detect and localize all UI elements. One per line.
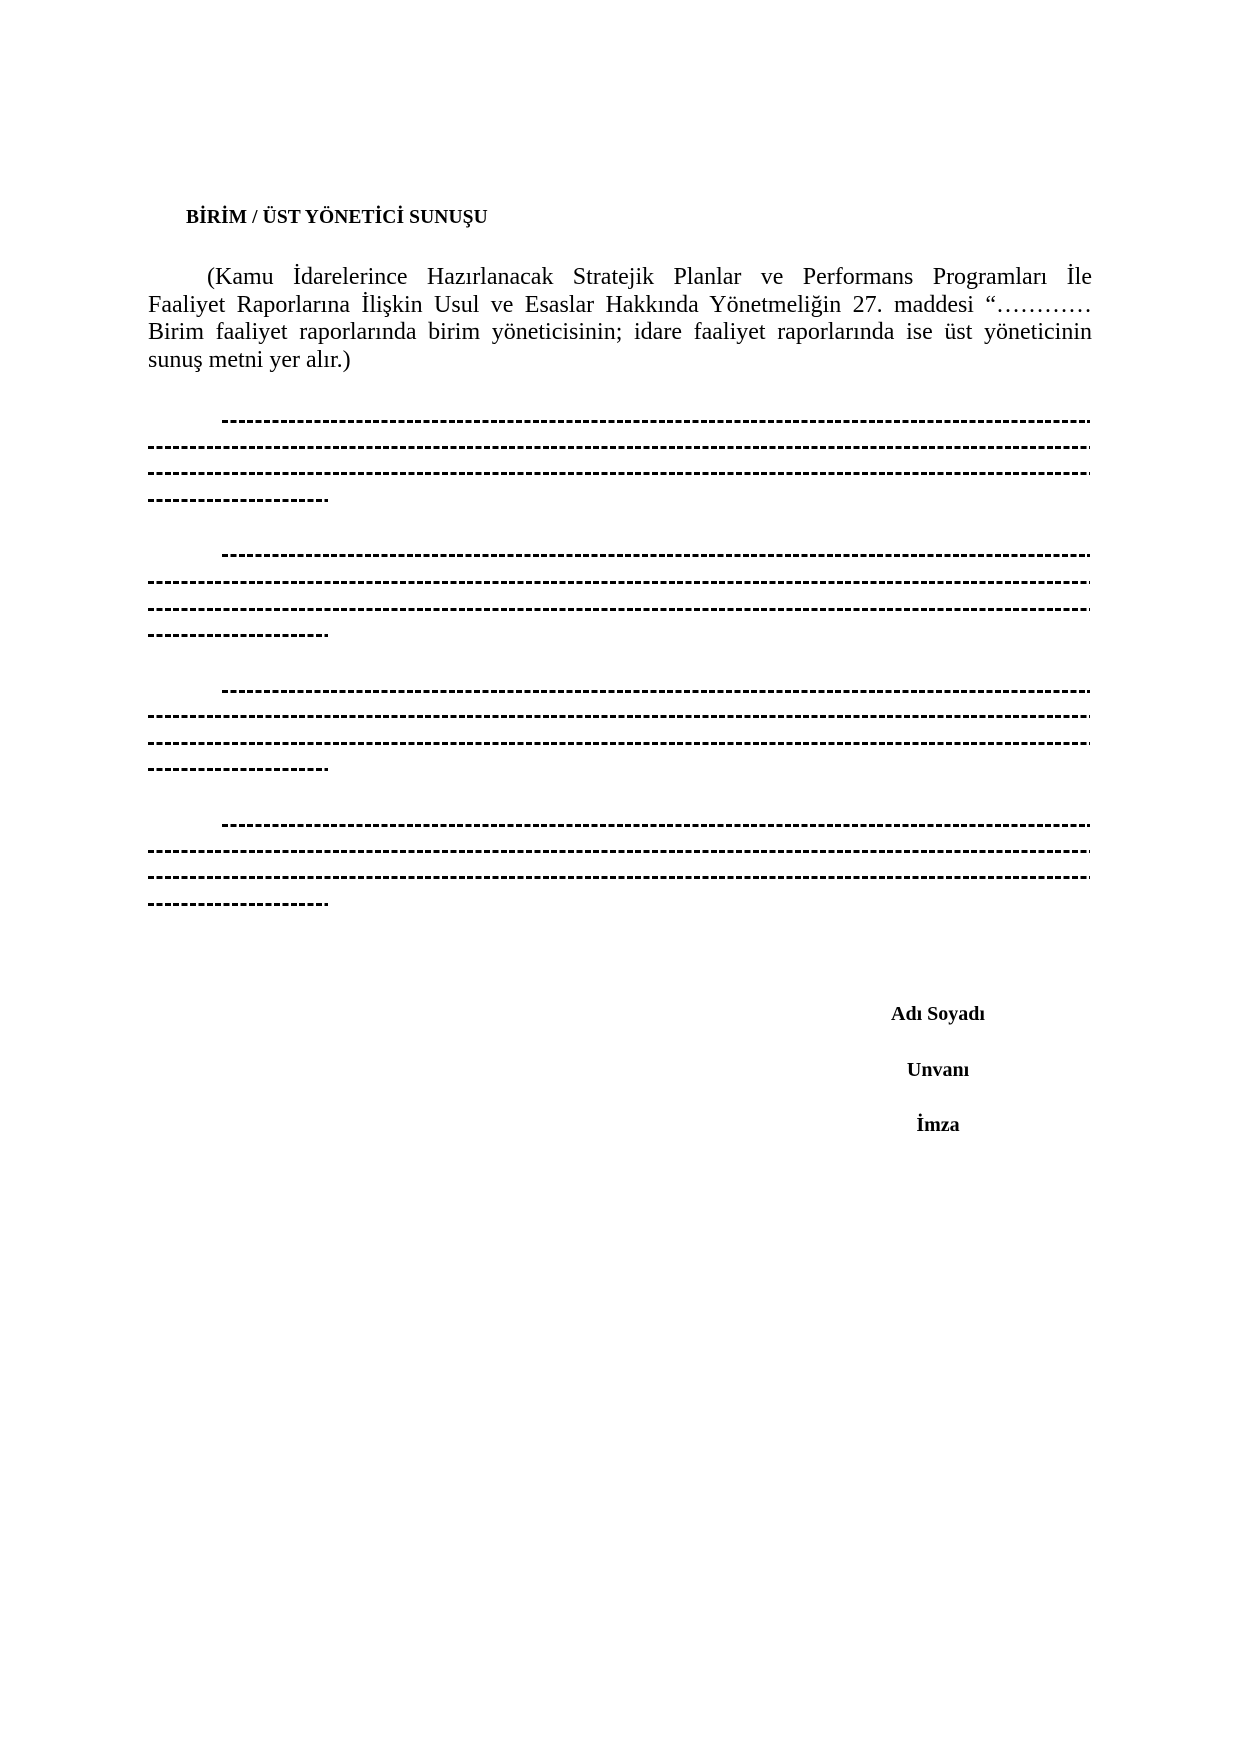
placeholder-line: [148, 634, 328, 637]
placeholder-line: [222, 690, 1090, 693]
signature-title-label: Unvanı: [906, 1059, 970, 1081]
placeholder-line: [222, 824, 1090, 827]
placeholder-line: [148, 768, 328, 771]
intro-line-3: Birim faaliyet raporlarında birim yöneticisinin; idare faaliyet raporlarında ise üst yöneticinin: [148, 319, 1092, 346]
placeholder-line: [222, 420, 1090, 423]
placeholder-line: [148, 876, 1090, 879]
placeholder-line: [148, 499, 328, 502]
intro-paragraph: [148, 264, 1092, 375]
placeholder-line: [148, 446, 1090, 449]
intro-line-4: sunuş metni yer alır.): [148, 347, 351, 374]
placeholder-line: [148, 608, 1090, 611]
placeholder-line: [148, 850, 1090, 853]
placeholder-line: [148, 742, 1090, 745]
placeholder-line: [222, 554, 1090, 557]
placeholder-line: [148, 903, 328, 906]
placeholder-line: [148, 472, 1090, 475]
document-title: BİRİM / ÜST YÖNETİCİ SUNUŞU: [186, 207, 488, 228]
intro-line-2: Faaliyet Raporlarına İlişkin Usul ve Esaslar Hakkında Yönetmeliğin 27. maddesi “…………: [148, 291, 1092, 318]
signature-name-label: Adı Soyadı: [891, 1003, 985, 1025]
placeholder-line: [148, 581, 1090, 584]
signature-sign-label: İmza: [916, 1114, 960, 1136]
placeholder-line: [148, 715, 1090, 718]
intro-line-1: (Kamu İdarelerince Hazırlanacak Stratejik Planlar ve Performans Programları İle: [207, 264, 1092, 290]
